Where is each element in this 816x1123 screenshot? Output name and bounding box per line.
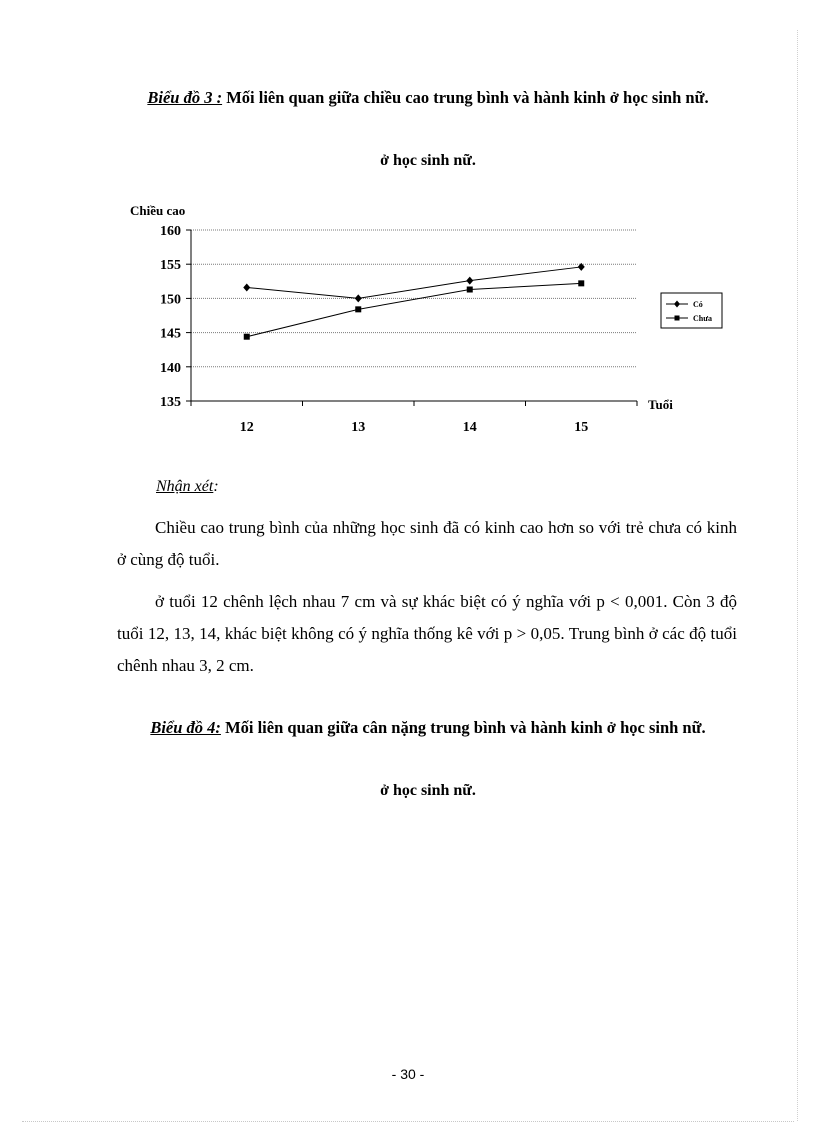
y-tick-label-135: 135 bbox=[160, 395, 181, 410]
legend-box bbox=[661, 293, 722, 328]
x-tick-label-13: 13 bbox=[351, 420, 366, 435]
series-1-point-3 bbox=[578, 280, 584, 286]
y-tick-label-145: 145 bbox=[160, 326, 181, 342]
series-1-point-0 bbox=[244, 334, 250, 340]
series-1-point-1 bbox=[355, 306, 361, 312]
series-1-point-2 bbox=[467, 287, 473, 293]
page-right-rule bbox=[797, 30, 798, 1121]
height-line-chart bbox=[110, 195, 713, 445]
y-tick-label-150: 150 bbox=[160, 292, 181, 308]
y-tick-label-160: 160 bbox=[160, 224, 181, 239]
page-number: - 30 - bbox=[391, 1066, 425, 1082]
chart3-caption bbox=[110, 82, 746, 114]
legend-label-1: Chưa bbox=[693, 314, 713, 323]
chart3-caption-text: Mối liên quan giữa chiều cao trung bình và hành kinh ở học sinh nữ. bbox=[222, 88, 709, 107]
paragraph-2: ở tuổi 12 chênh lệch nhau 7 cm và sự khác biệt có ý nghĩa với p < 0,001. Còn 3 độ tuổi 12, 13, 14, khác biệt không có ý nghĩa thống kê với p > 0,05. Trung bình ở các độ tuổi chênh nhau 3, 2 cm. bbox=[117, 592, 737, 675]
legend-marker-1 bbox=[675, 316, 680, 321]
remark-colon: : bbox=[213, 478, 219, 495]
chart-series bbox=[243, 263, 585, 340]
chart4-caption-lead: Biểu đồ 4: bbox=[150, 718, 221, 737]
series-line-0 bbox=[247, 267, 582, 298]
series-0-point-2 bbox=[466, 277, 473, 285]
x-tick-label-15: 15 bbox=[574, 420, 589, 435]
chart-x-axis-label: Tuổi bbox=[648, 397, 673, 412]
series-0-point-1 bbox=[355, 294, 362, 302]
paragraph-1: Chiều cao trung bình của những học sinh đã có kinh cao hơn so với trẻ chưa có kinh ở cùng độ tuổi. bbox=[117, 518, 737, 569]
chart-gridlines bbox=[191, 230, 637, 367]
chart4-caption-text: Mối liên quan giữa cân nặng trung bình và hành kinh ở học sinh nữ. bbox=[220, 718, 706, 737]
x-tick-label-14: 14 bbox=[462, 420, 477, 435]
chart-y-axis-label: Chiều cao bbox=[130, 203, 186, 218]
chart-legend bbox=[661, 293, 722, 328]
y-tick-label-155: 155 bbox=[160, 258, 181, 274]
series-0-point-0 bbox=[243, 283, 250, 291]
legend-label-0: Có bbox=[693, 300, 703, 309]
chart4-caption bbox=[110, 712, 746, 744]
x-tick-label-12: 12 bbox=[239, 420, 254, 435]
chart-y-ticks bbox=[160, 224, 191, 410]
page-bottom-rule bbox=[22, 1121, 794, 1122]
remark-heading bbox=[156, 478, 219, 496]
series-line-1 bbox=[247, 283, 582, 336]
chart3-subline: ở học sinh nữ. bbox=[380, 152, 476, 169]
remark-label: Nhận xét bbox=[156, 478, 214, 495]
chart4-subline: ở học sinh nữ. bbox=[380, 782, 476, 799]
y-tick-label-140: 140 bbox=[160, 360, 181, 376]
chart3-caption-lead: Biểu đồ 3 : bbox=[147, 88, 223, 107]
chart-x-ticks bbox=[191, 401, 637, 435]
